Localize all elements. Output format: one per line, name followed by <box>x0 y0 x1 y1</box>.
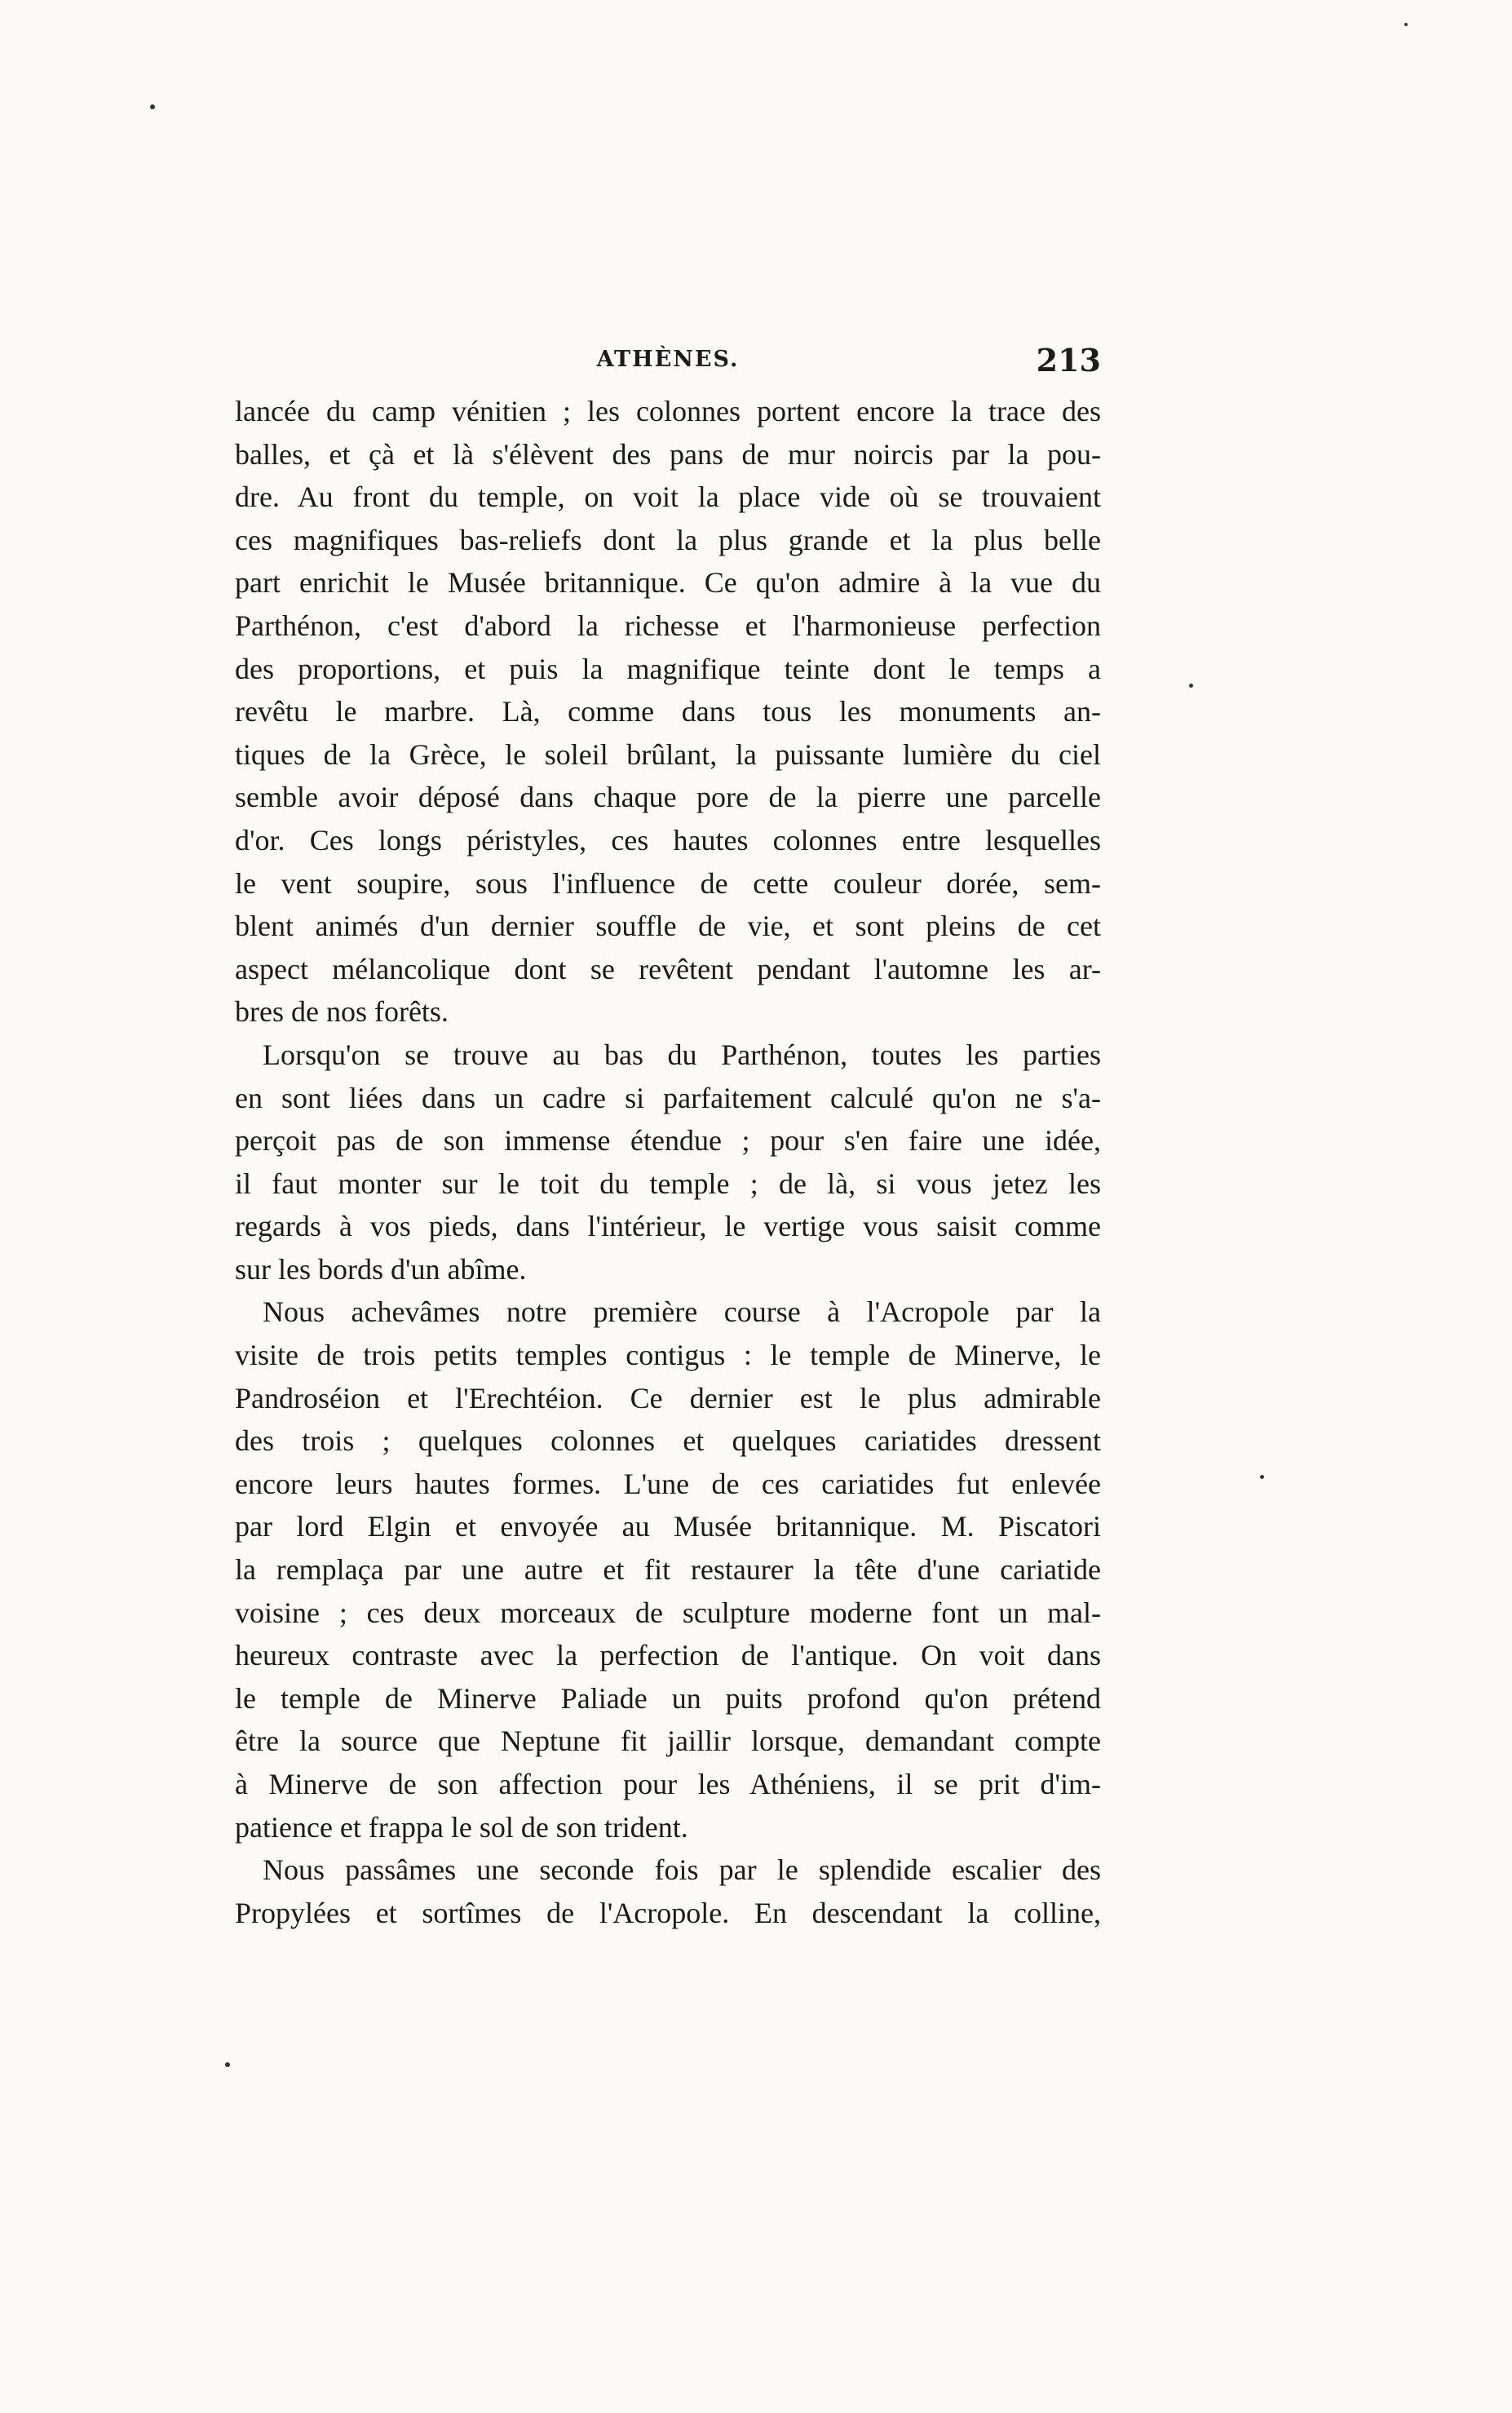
paragraph-1 <box>235 390 1101 1034</box>
text-line: des proportions, et puis la magnifique teinte dont le temps a <box>235 652 1101 685</box>
ink-speck <box>1260 1475 1264 1479</box>
running-head: ATHÈNES. <box>596 347 740 372</box>
paragraph-4 <box>235 1848 1101 1934</box>
text-line: d'or. Ces longs péristyles, ces hautes colonnes entre lesquelles <box>235 823 1101 857</box>
text-line: part enrichit le Musée britannique. Ce qu'on admire à la vue du <box>235 566 1101 600</box>
text-line: Lorsqu'on se trouve au bas du Parthénon, toutes les parties <box>263 1038 1101 1071</box>
text-line: le vent soupire, sous l'influence de cette couleur dorée, sem- <box>235 866 1101 900</box>
text-line: à Minerve de son affection pour les Athéniens, il se prit d'im- <box>235 1768 1101 1800</box>
text-line: encore leurs hautes formes. L'une de ces cariatides fut enlevée <box>235 1467 1101 1500</box>
text-line: visite de trois petits temples contigus : le temple de Minerve, le <box>235 1339 1101 1372</box>
body-text <box>235 390 1101 1934</box>
ink-speck <box>1404 23 1408 26</box>
paragraph-3 <box>235 1291 1101 1848</box>
text-line: dre. Au front du temple, on voit la place vide où se trouvaient <box>235 480 1101 514</box>
text-line: ces magnifiques bas-reliefs dont la plus grande et la plus belle <box>235 523 1101 556</box>
ink-speck <box>1189 684 1193 688</box>
text-line: en sont liées dans un cadre si parfaitement calculé qu'on ne s'a- <box>235 1081 1101 1114</box>
text-line: heureux contraste avec la perfection de l'antique. On voit dans <box>235 1639 1101 1672</box>
page-number: 213 <box>1036 342 1101 379</box>
ink-speck <box>225 2062 230 2067</box>
text-line: Nous achevâmes notre première course à l'Acropole par la <box>263 1295 1101 1329</box>
text-line: être la source que Neptune fit jaillir lorsque, demandant compte <box>235 1725 1101 1758</box>
text-line: par lord Elgin et envoyée au Musée britannique. M. Piscatori <box>235 1510 1101 1543</box>
ink-speck <box>150 104 155 109</box>
page-header <box>235 342 1101 387</box>
paragraph-2 <box>235 1034 1101 1291</box>
text-line: revêtu le marbre. Là, comme dans tous les monuments an- <box>235 695 1101 728</box>
text-line: sur les bords d'un abîme. <box>235 1252 527 1286</box>
text-line: patience et frappa le sol de son trident. <box>235 1810 688 1844</box>
text-line: aspect mélancolique dont se revêtent pendant l'automne les ar- <box>235 952 1101 985</box>
text-line: des trois ; quelques colonnes et quelques cariatides dressent <box>235 1424 1101 1458</box>
text-line: blent animés d'un dernier souffle de vie, et sont pleins de cet <box>235 910 1101 943</box>
text-line: balles, et çà et là s'élèvent des pans de mur noircis par la pou- <box>235 437 1101 471</box>
text-line: bres de nos forêts. <box>235 995 449 1029</box>
text-line: le temple de Minerve Paliade un puits profond qu'on prétend <box>235 1681 1101 1715</box>
text-line: Propylées et sortîmes de l'Acropole. En descendant la colline, <box>235 1896 1101 1929</box>
text-line: il faut monter sur le toit du temple ; de là, si vous jetez les <box>235 1167 1101 1200</box>
text-line: perçoit pas de son immense étendue ; pour s'en faire une idée, <box>235 1124 1101 1158</box>
text-line: Parthénon, c'est d'abord la richesse et l'harmonieuse perfection <box>235 609 1101 642</box>
text-line: la remplaça par une autre et fit restaurer la tête d'une cariatide <box>235 1553 1101 1587</box>
text-line: tiques de la Grèce, le soleil brûlant, la puissante lumière du ciel <box>235 737 1101 771</box>
text-line: Nous passâmes une seconde fois par le splendide escalier des <box>263 1853 1101 1887</box>
text-line: voisine ; ces deux morceaux de sculpture moderne font un mal- <box>235 1596 1101 1629</box>
text-line: lancée du camp vénitien ; les colonnes portent encore la trace des <box>235 395 1101 427</box>
text-line: regards à vos pieds, dans l'intérieur, le vertige vous saisit comme <box>235 1210 1101 1243</box>
text-line: Pandroséion et l'Erechtéion. Ce dernier est le plus admirable <box>235 1381 1101 1415</box>
text-line: semble avoir déposé dans chaque pore de la pierre une parcelle <box>235 781 1101 814</box>
